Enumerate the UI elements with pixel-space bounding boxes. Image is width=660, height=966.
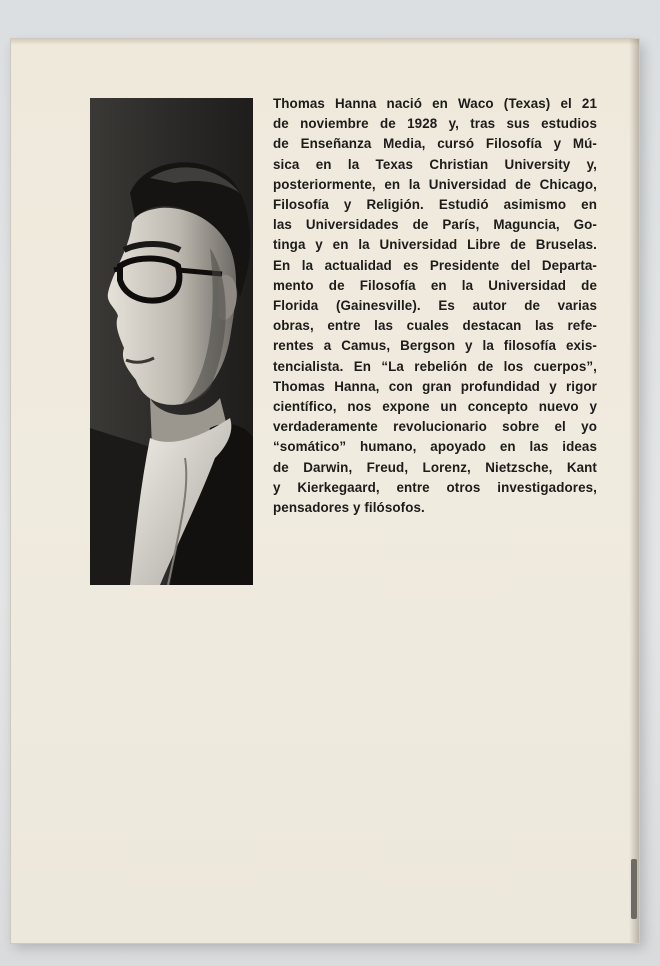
bio-line: posteriormente, en la Universidad de Chicago, [273, 176, 597, 192]
bio-line: Florida (Gainesville). Es autor de varias [273, 298, 597, 314]
bio-line: las Universidades de París, Maguncia, Go- [273, 217, 597, 233]
bio-line: sica en la Texas Christian University y, [273, 156, 597, 172]
author-portrait [90, 98, 253, 585]
bio-line: de Darwin, Freud, Lorenz, Nietzsche, Kant [273, 459, 597, 475]
bio-line: verdaderamente revolucionario sobre el yo [273, 419, 597, 435]
bio-line: mento de Filosofía en la Universidad de [273, 277, 597, 293]
cover-wear-mark [631, 859, 637, 919]
bio-line: rentes a Camus, Bergson y la filosofía exis- [273, 338, 597, 354]
bio-line: de noviembre de 1928 y, tras sus estudios [273, 116, 597, 132]
bio-line: y Kierkegaard, entre otros investigadores, [273, 479, 597, 495]
bio-line: tinga y en la Universidad Libre de Bruselas. [273, 237, 597, 253]
bio-line: “somático” humano, apoyado en las ideas [273, 439, 597, 455]
cover-spine-edge [629, 39, 639, 943]
book-back-cover [10, 38, 640, 944]
bio-line: de Enseñanza Media, cursó Filosofía y Mú- [273, 136, 597, 152]
bio-line: En la actualidad es Presidente del Departa- [273, 257, 597, 273]
bio-line: tencialista. En “La rebelión de los cuerpos”, [273, 358, 597, 374]
author-portrait-photo-icon [90, 98, 253, 585]
bio-line: pensadores y filósofos. [273, 500, 425, 516]
author-biography [273, 94, 597, 518]
bio-line: Filosofía y Religión. Estudió asimismo en [273, 197, 597, 213]
bio-line: científico, nos expone un concepto nuevo y [273, 399, 597, 415]
bio-line: obras, entre las cuales destacan las refe- [273, 318, 597, 334]
bio-line: Thomas Hanna nació en Waco (Texas) el 21 [273, 96, 597, 111]
bio-line: Thomas Hanna, con gran profundidad y rigor [273, 378, 597, 394]
cover-top-edge [11, 39, 639, 45]
